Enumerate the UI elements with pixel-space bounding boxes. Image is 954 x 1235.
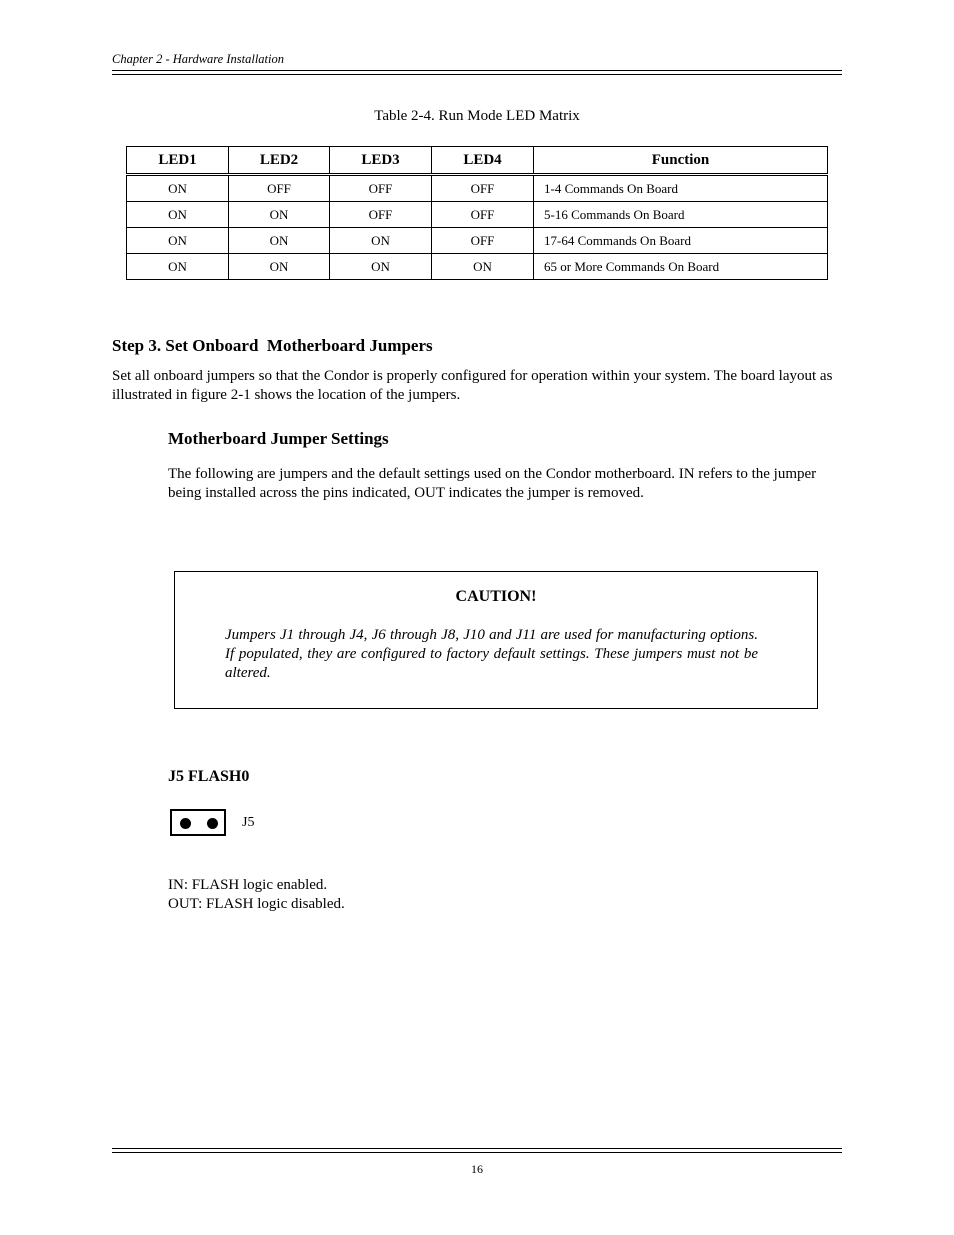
- table-cell: ON: [229, 228, 330, 254]
- j5-heading: J5 FLASH0: [168, 768, 250, 785]
- step3-paragraph: Set all onboard jumpers so that the Condor is properly configured for operation within your system. The board layout as illustrated in figure 2-1 shows the location of the jumpers.: [112, 368, 833, 403]
- header-rule-top: [112, 70, 842, 71]
- column-header: LED1: [127, 147, 229, 175]
- led-matrix-table: [126, 146, 828, 280]
- jumper-pin-2: [207, 818, 218, 829]
- jumper-settings-paragraph: The following are jumpers and the default settings used on the Condor motherboard. IN refers to the jumper being installed across the pins indicated, OUT indicates the jumper is removed.: [168, 466, 817, 501]
- table-caption: Table 2-4. Run Mode LED Matrix: [374, 108, 580, 124]
- table-cell: ON: [127, 228, 229, 254]
- table-cell: OFF: [330, 175, 432, 202]
- table-cell: 17-64 Commands On Board: [534, 228, 828, 254]
- footer-rule-bottom: [112, 1152, 842, 1153]
- jumper-settings-heading: Motherboard Jumper Settings: [168, 429, 389, 448]
- table-cell: ON: [127, 254, 229, 280]
- table-row: [127, 175, 828, 202]
- column-header: LED4: [432, 147, 534, 175]
- caution-box: [174, 571, 818, 709]
- table-cell: 1-4 Commands On Board: [534, 175, 828, 202]
- table-cell: ON: [229, 254, 330, 280]
- page-number: 16: [471, 1162, 483, 1176]
- table-cell: ON: [330, 254, 432, 280]
- footer-rule-top: [112, 1148, 842, 1149]
- table-cell: ON: [127, 202, 229, 228]
- j5-label: J5: [242, 815, 255, 830]
- jumper-pin-1: [180, 818, 191, 829]
- table-cell: ON: [229, 202, 330, 228]
- table-cell: ON: [432, 254, 534, 280]
- table-cell: OFF: [330, 202, 432, 228]
- j5-in-text: IN: FLASH logic enabled.: [168, 877, 328, 893]
- step3-heading: Step 3. Set Onboard Motherboard Jumpers: [112, 336, 433, 355]
- column-header: Function: [534, 147, 828, 175]
- column-header: LED2: [229, 147, 330, 175]
- caution-text: Jumpers J1 through J4, J6 through J8, J10 and J11 are used for manufacturing options. If populated, they are configured to factory default settings. These jumpers must not be altered.: [225, 627, 758, 681]
- table-header-row: [127, 147, 828, 175]
- column-header: LED3: [330, 147, 432, 175]
- header-rule-bottom: [112, 74, 842, 75]
- j5-jumper-diagram: [170, 809, 226, 836]
- table-row: [127, 228, 828, 254]
- table-cell: OFF: [432, 175, 534, 202]
- j5-out-text: OUT: FLASH logic disabled.: [168, 896, 345, 912]
- caution-title: CAUTION!: [455, 588, 537, 605]
- table-cell: ON: [330, 228, 432, 254]
- table-row: [127, 202, 828, 228]
- table-cell: OFF: [229, 175, 330, 202]
- table-cell: OFF: [432, 228, 534, 254]
- table-cell: OFF: [432, 202, 534, 228]
- table-cell: ON: [127, 175, 229, 202]
- table-cell: 5-16 Commands On Board: [534, 202, 828, 228]
- table-cell: 65 or More Commands On Board: [534, 254, 828, 280]
- table-row: [127, 254, 828, 280]
- chapter-header: Chapter 2 - Hardware Installation: [112, 52, 284, 66]
